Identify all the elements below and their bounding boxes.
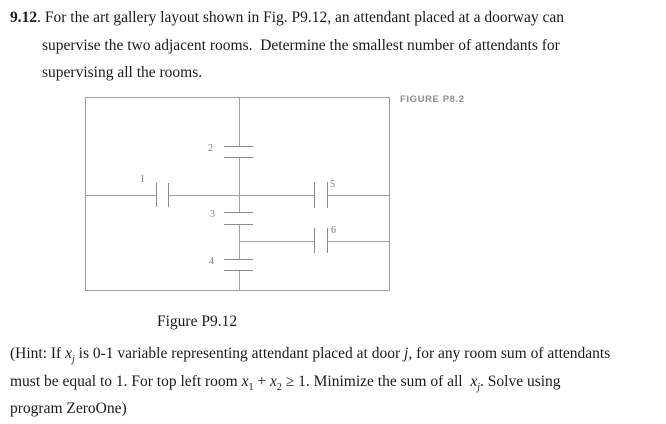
center-wall-segment-mid1 xyxy=(239,157,240,212)
problem-number: 9.12 xyxy=(10,9,38,26)
outer-wall xyxy=(85,97,390,291)
hint-text: must be equal to 1. For top left room xyxy=(10,373,242,390)
subscript-1: 1 xyxy=(248,382,254,394)
figure-corner-label: FIGURE P8.2 xyxy=(400,94,465,105)
door-3-label: 3 xyxy=(210,209,215,220)
door-5-bar-right xyxy=(327,182,328,208)
door-5-bar-left xyxy=(314,182,315,208)
door-1-bar-left xyxy=(156,183,157,207)
door-2-bar-top xyxy=(224,146,253,147)
center-wall-segment-bottom xyxy=(239,270,240,291)
door-3-bar-bottom xyxy=(224,224,253,225)
variable-x: x xyxy=(65,345,72,362)
door-4-bar-bottom xyxy=(224,270,253,271)
door-4-label: 4 xyxy=(209,256,214,267)
hint-text: is 0-1 variable representing attendant placed at door xyxy=(74,345,405,362)
hint-text: (Hint: If xyxy=(10,345,66,362)
variable-x1: x xyxy=(241,373,249,390)
figure-caption: Figure P9.12 xyxy=(157,313,238,330)
door-6-bar-left xyxy=(314,228,315,253)
hint-text: ≥ 1. Minimize the sum of all xyxy=(281,373,471,390)
problem-text: . For the art gallery layout shown in Fig. P9.12, an attendant placed at a doorway can xyxy=(37,9,564,26)
door-6-bar-right xyxy=(327,228,328,253)
hint-text: , for any room sum of attendants xyxy=(408,345,611,362)
lower-wall-segment-left xyxy=(239,241,314,242)
subscript-j: j xyxy=(477,382,481,394)
door-2-bar-bottom xyxy=(224,157,253,158)
hint-line-3: program ZeroOne) xyxy=(10,400,127,417)
door-4-bar-top xyxy=(224,259,253,260)
center-wall-segment-top xyxy=(239,97,240,146)
variable-j: j xyxy=(404,345,409,362)
subscript-j: j xyxy=(72,354,75,366)
variable-xj: x xyxy=(470,373,478,390)
problem-statement-line-1 xyxy=(10,8,564,27)
door-5-label: 5 xyxy=(330,179,335,190)
middle-wall-segment-left xyxy=(85,195,156,196)
door-6-label: 6 xyxy=(331,225,336,236)
problem-statement-line-2: supervise the two adjacent rooms. Determine the smallest number of attendants for xyxy=(42,37,560,54)
hint-text: . Solve using xyxy=(480,373,561,390)
hint-line-2 xyxy=(10,372,561,394)
door-1-bar-right xyxy=(168,183,169,207)
middle-wall-segment-right xyxy=(327,195,390,196)
subscript-2: 2 xyxy=(276,382,282,394)
door-1-label: 1 xyxy=(140,174,145,185)
problem-statement-line-3: supervising all the rooms. xyxy=(42,64,203,81)
door-2-label: 2 xyxy=(208,143,213,154)
variable-x2: x xyxy=(270,373,277,390)
lower-wall-segment-right xyxy=(327,241,390,242)
middle-wall-segment-center xyxy=(168,195,314,196)
door-3-bar-top xyxy=(224,212,253,213)
hint-line-1 xyxy=(10,344,611,366)
plus-operator: + xyxy=(253,373,270,390)
gallery-floorplan xyxy=(85,97,390,291)
